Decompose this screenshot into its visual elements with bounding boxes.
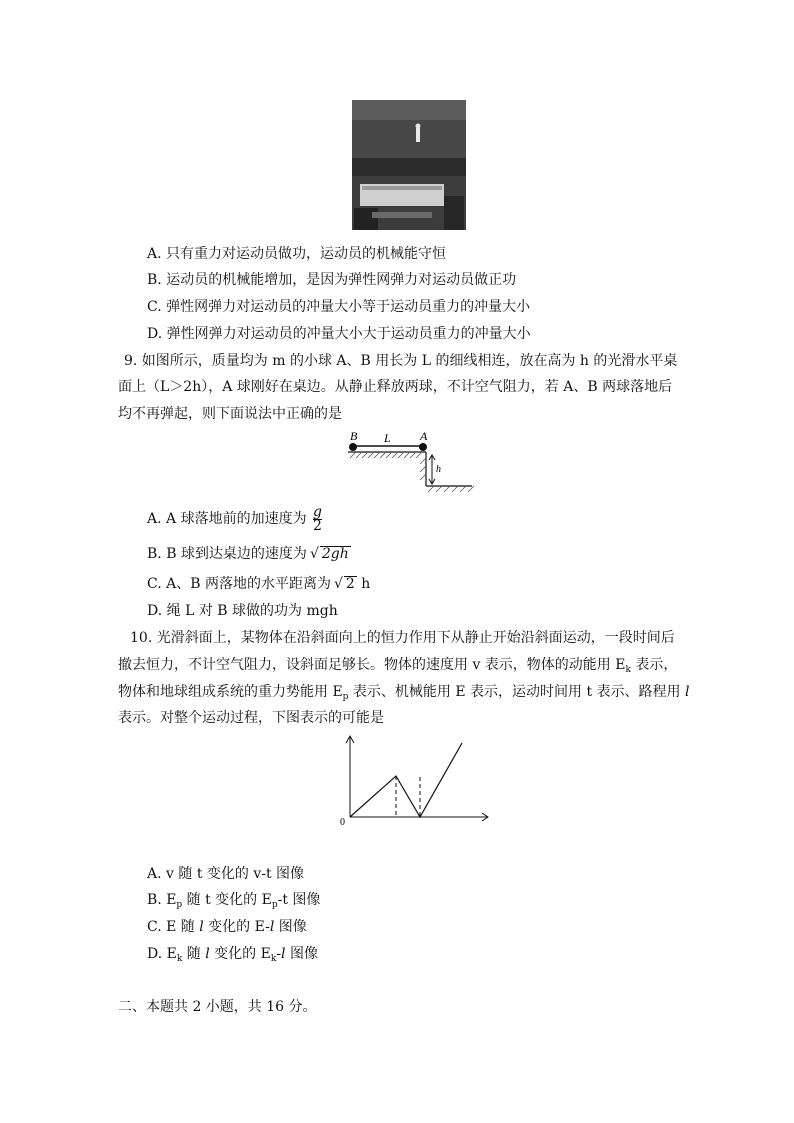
italic-l: l [281, 946, 286, 962]
q9-option-b-text: B. B 球到达桌边的速度为 [147, 546, 307, 562]
q9-label-a: A [420, 429, 428, 443]
sqrt-radicand: 2 [345, 576, 355, 592]
subscript-k: k [625, 665, 631, 675]
q10-option-c [147, 917, 307, 937]
q10-option-d-dash: - [276, 946, 282, 962]
q9-option-b [147, 544, 351, 564]
sqrt-sign: √ [309, 546, 319, 562]
subscript-p: p [342, 692, 349, 702]
q9-label-h: h [436, 464, 441, 475]
q8-option-a: A. 只有重力对运动员做功，运动员的机械能守恒 [147, 246, 447, 262]
q10-stem-line-2-tail: 表示， [630, 657, 678, 673]
q9-stem-line-1: 9. 如图所示，质量均为 m 的小球 A、B 用长为 L 的细线相连，放在高为 h 的光滑水平桌 [124, 353, 678, 369]
q10-option-d-mid2: 变化的 E [209, 946, 271, 962]
fraction-numerator: g [313, 503, 322, 520]
q10-stem-line-3 [118, 682, 689, 707]
subscript-p: p [176, 900, 183, 910]
q10-option-d [147, 944, 318, 969]
q9-stem-line-3: 均不再弹起，则下面说法中正确的是 [118, 406, 342, 422]
q10-option-c-tail: 图像 [274, 919, 307, 935]
sqrt-radicand: 2gh [321, 546, 349, 562]
subscript-k: k [270, 954, 277, 964]
q8-option-c: C. 弹性网弹力对运动员的冲量大小等于运动员重力的冲量大小 [147, 299, 531, 315]
q10-option-c-mid: 变化的 E- [203, 919, 270, 935]
q10-option-d-tail: 图像 [285, 946, 318, 962]
q9-label-l: L [384, 431, 391, 445]
q10-option-a: A. v 随 t 变化的 v-t 图像 [147, 866, 305, 882]
q8-option-b: B. 运动员的机械能增加，是因为弹性网弹力对运动员做正功 [147, 272, 517, 288]
q9-option-a-text: A. A 球落地前的加速度为 [147, 511, 307, 527]
q9-option-c [147, 574, 370, 594]
trampoline-photo [352, 100, 466, 230]
q9-table-figure [340, 428, 480, 494]
q9-option-c-suffix: h [356, 576, 371, 592]
italic-l: l [205, 946, 210, 962]
q10-stem-line-3-text: 物体和地球组成系统的重力势能用 E [118, 684, 343, 700]
q10-option-c-text: C. E 随 [147, 919, 200, 935]
subscript-k: k [176, 954, 183, 964]
q10-option-b-mid: 随 t 变化的 E [182, 892, 272, 908]
q10-stem-line-2-text: 撤去恒力，不计空气阻力，设斜面足够长。物体的速度用 v 表示，物体的动能用 E [118, 657, 626, 673]
q10-stem-line-2 [118, 655, 677, 680]
fraction-denominator: 2 [313, 517, 322, 534]
q9-option-c-text: C. A、B 两落地的水平距离为 [147, 576, 331, 592]
sqrt-sign: √ [333, 576, 343, 592]
q10-stem-line-1: 10. 光滑斜面上，某物体在沿斜面向上的恒力作用下从静止开始沿斜面运动，一段时间后 [130, 630, 675, 646]
q9-option-d: D. 绳 L 对 B 球做的功为 mgh [147, 603, 338, 619]
q9-label-b: B [350, 429, 358, 443]
q10-stem-line-3-mid: 表示、机械能用 E 表示，运动时间用 t 表示、路程用 [348, 684, 685, 700]
q9-stem-line-2: 面上（L＞2h），A 球刚好在桌边。从静止释放两球，不计空气阻力，若 A、B 两球落地后 [118, 379, 673, 395]
q10-stem-line-4: 表示。对整个运动过程，下图表示的可能是 [118, 710, 384, 726]
q10-option-d-text: D. E [147, 946, 177, 962]
italic-l: l [684, 684, 690, 700]
q10-option-d-mid: 随 [182, 946, 206, 962]
italic-l: l [199, 919, 204, 935]
q8-option-d: D. 弹性网弹力对运动员的冲量大小大于运动员重力的冲量大小 [147, 326, 531, 342]
subscript-p: p [271, 900, 278, 910]
q10-option-b [147, 890, 320, 915]
fraction-g-over-2 [313, 503, 322, 534]
q10-option-b-tail: -t 图像 [277, 892, 321, 908]
q9-option-a [147, 504, 322, 534]
section-2-heading: 二、本题共 2 小题，共 16 分。 [118, 999, 317, 1015]
q10-motion-graph [336, 733, 492, 829]
italic-l: l [269, 919, 275, 935]
q10-option-b-text: B. E [147, 892, 177, 908]
graph-origin-label: 0 [340, 817, 345, 828]
